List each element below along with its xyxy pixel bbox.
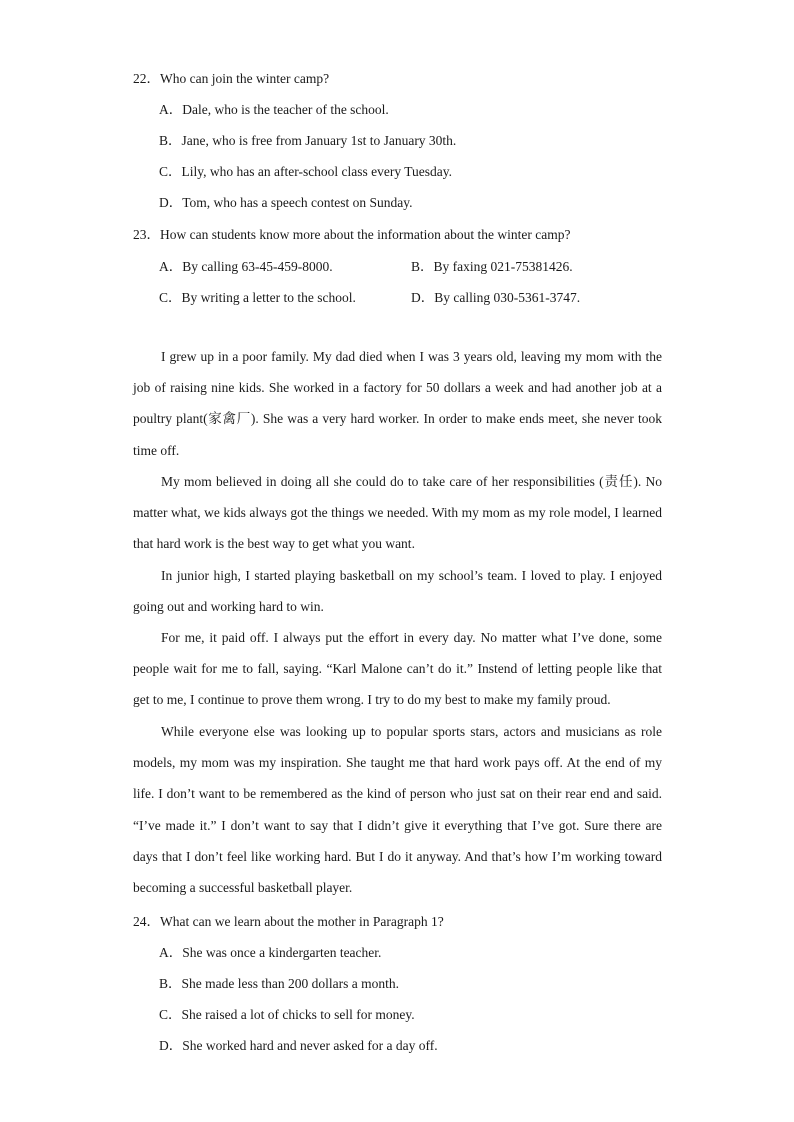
q23-option-d: D．By calling 030-5361-3747.: [411, 290, 581, 305]
q24-option-a: A．She was once a kindergarten teacher.: [159, 945, 382, 960]
q23-option-a: A．By calling 63-45-459-8000.: [159, 259, 333, 274]
q24-option-b: B．She made less than 200 dollars a month.: [159, 976, 399, 991]
q22-option-b: B．Jane, who is free from January 1st to January 30th.: [159, 133, 457, 148]
question-23: 23．How can students know more about the information about the winter camp?: [133, 227, 571, 242]
passage-paragraph-2: My mom believed in doing all she could do to take care of her responsibilities (责任). No matter what, we kids always got the things we needed. With my mom as my role model, I learned that hard work is the best way to get what you want.: [133, 474, 662, 552]
question-24: 24．What can we learn about the mother in Paragraph 1?: [133, 914, 444, 929]
q24-option-d: D．She worked hard and never asked for a day off.: [159, 1038, 438, 1053]
passage-paragraph-3: In junior high, I started playing basketball on my school’s team. I loved to play. I enjoyed going out and working hard to win.: [133, 568, 662, 615]
q22-option-a: A．Dale, who is the teacher of the school.: [159, 102, 389, 117]
q24-option-c: C．She raised a lot of chicks to sell for money.: [159, 1007, 415, 1022]
passage-paragraph-1: I grew up in a poor family. My dad died when I was 3 years old, leaving my mom with the job of raising nine kids. She worked in a factory for 50 dollars a week and had another job at a poultry plant(家禽厂). She was a very hard worker. In order to make ends meet, she never took time off.: [133, 349, 662, 458]
passage-paragraph-4: For me, it paid off. I always put the effort in every day. No matter what I’ve done, some people wait for me to fall, saying. “Karl Malone can’t do it.” Instend of letting people like that get to me, I continue to prove them wrong. I try to do my best to make my family proud.: [133, 630, 662, 708]
question-22: 22．Who can join the winter camp?: [133, 71, 330, 86]
q23-option-c: C．By writing a letter to the school.: [159, 290, 356, 305]
passage-paragraph-5: While everyone else was looking up to popular sports stars, actors and musicians as role models, my mom was my inspiration. She taught me that hard work pays off. At the end of my life. I don’t want to be remembered as the kind of person who just sat on their rear end and said. “I’ve made it.” I don’t want to say that I didn’t give it everything that I’ve got. Sure there are days that I don’t feel like working hard. But I do it anyway. And that’s how I’m working toward becoming a successful basketball player.: [133, 724, 662, 896]
q22-option-c: C．Lily, who has an after-school class every Tuesday.: [159, 164, 453, 179]
q23-option-b: B．By faxing 021-75381426.: [411, 259, 573, 274]
q22-option-d: D．Tom, who has a speech contest on Sunday.: [159, 195, 413, 210]
